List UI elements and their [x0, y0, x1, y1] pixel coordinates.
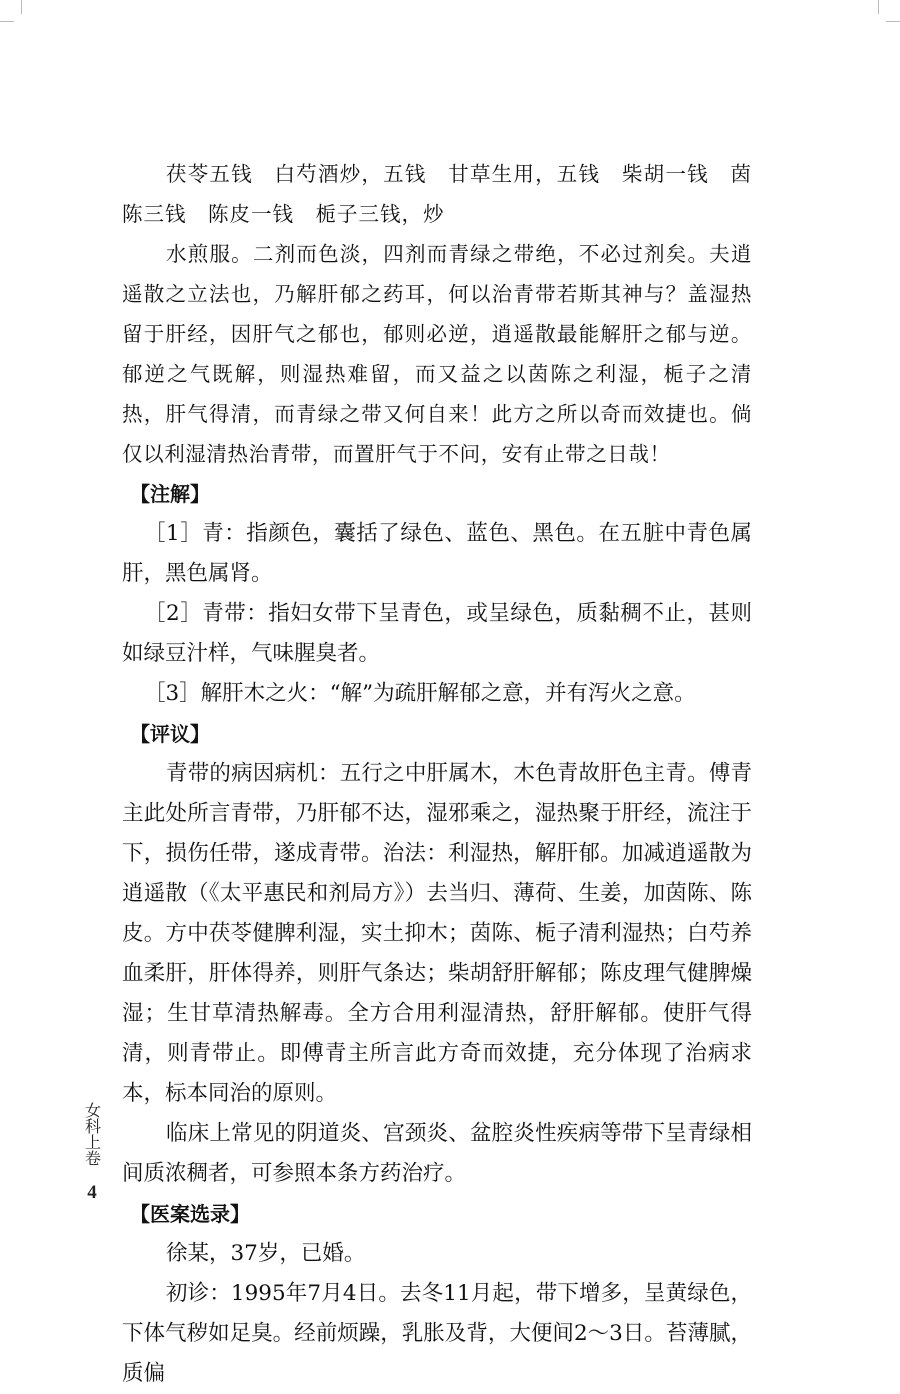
formula-ingredients: 茯苓五钱 白芍酒炒，五钱 甘草生用，五钱 柴胡一钱 茵陈三钱 陈皮一钱 栀子三钱，炒: [122, 162, 752, 226]
crop-mark-top-left: [21, 0, 22, 14]
case-patient: 徐某，37岁，已婚。: [166, 1241, 366, 1266]
section-heading-commentary: 【评议】: [130, 722, 210, 746]
case-first-visit: 初诊：1995年7月4日。去冬11月起，带下增多，呈黄绿色，下体气秽如足臭。经前烦躁，乳胀及背，大便间2～3日。苔薄腻，质偏: [122, 1281, 752, 1386]
page-body: [122, 154, 752, 1394]
commentary-paragraph: 临床上常见的阴道炎、宫颈炎、盆腔炎性疾病等带下呈青绿相间质浓稠者，可参照本条方药治疗。: [122, 1121, 752, 1186]
section-label-text: 女科上卷: [82, 1102, 102, 1166]
annotation-note: ［2］青带：指妇女带下呈青色，或呈绿色，质黏稠不止，甚则如绿豆汁样，气味腥臭者。: [122, 601, 752, 666]
crop-mark-top-right: [878, 0, 879, 14]
annotation-note: ［3］解肝木之火：“解”为疏肝解郁之意，并有泻火之意。: [144, 681, 696, 706]
section-heading-annotations: 【注解】: [130, 482, 210, 506]
crop-mark-top-left: [0, 21, 14, 22]
page-number: 4: [87, 1182, 97, 1203]
original-text: 水煎服。二剂而色淡，四剂而青绿之带绝，不必过剂矣。夫逍遥散之立法也，乃解肝郁之药耳，何以治青带若斯其神与？盖湿热留于肝经，因肝气之郁也，郁则必逆，逍遥散最能解肝之郁与逆。郁逆之气既解，则湿热难留，而又益之以茵陈之利湿，栀子之清热，肝气得清，而青绿之带又何自来！此方之所以奇而效捷也。倘仅以利湿清热治青带，而置肝气于不问，安有止带之日哉！: [122, 242, 752, 466]
crop-mark-top-right: [886, 21, 900, 22]
commentary-paragraph: 青带的病因病机：五行之中肝属木，木色青故肝色主青。傅青主此处所言青带，乃肝郁不达，湿邪乘之，湿热聚于肝经，流注于下，损伤任带，遂成青带。治法：利湿热，解肝郁。加减逍遥散为逍遥散（《太平惠民和剂局方》）去当归、薄荷、生姜，加茵陈、陈皮。方中茯苓健脾利湿，实土抑木；茵陈、栀子清利湿热；白芍养血柔肝，肝体得养，则肝气条达；柴胡舒肝解郁；陈皮理气健脾燥湿；生甘草清热解毒。全方合用利湿清热，舒肝解郁。使肝气得清，则青带止。即傅青主所言此方奇而效捷，充分体现了治病求本，标本同治的原则。: [122, 761, 752, 1106]
section-heading-case-records: 【医案选录】: [130, 1202, 250, 1226]
annotation-note: ［1］青：指颜色，囊括了绿色、蓝色、黑色。在五脏中青色属肝，黑色属肾。: [122, 521, 752, 586]
running-section-label: [79, 1102, 105, 1170]
